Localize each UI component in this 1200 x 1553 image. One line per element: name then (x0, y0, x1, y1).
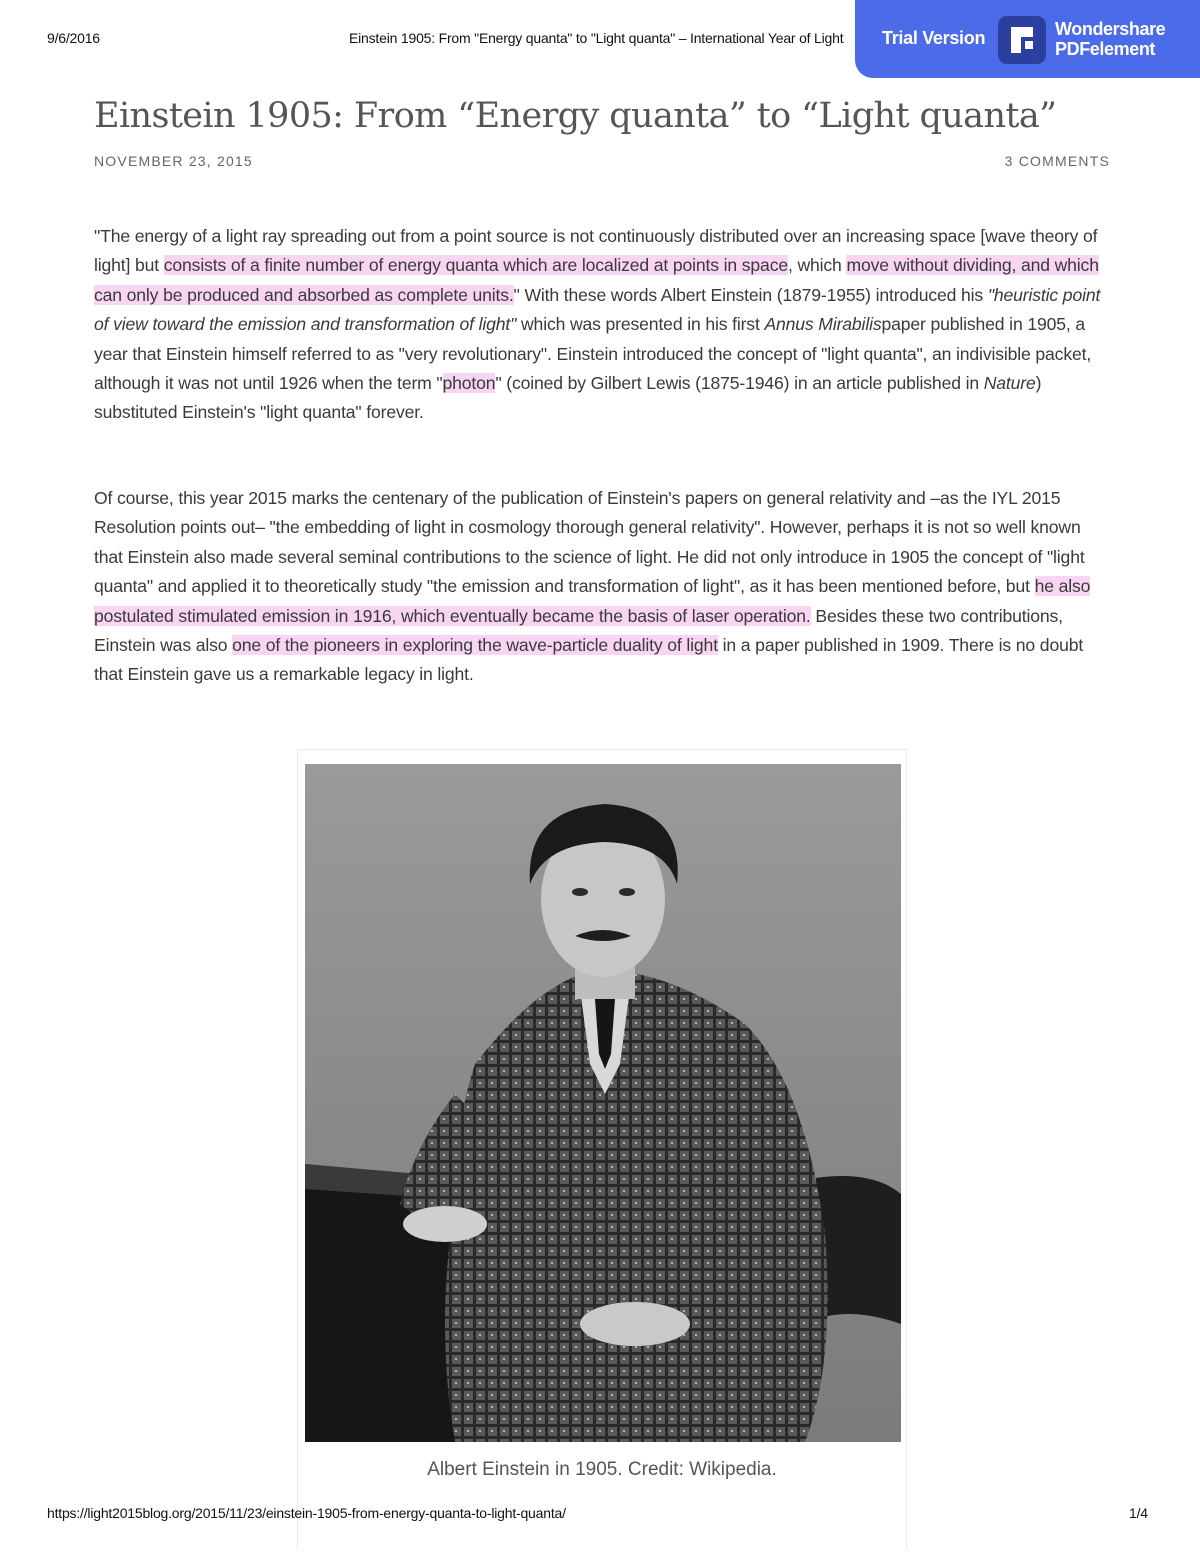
p1-text-1: "The energy of a light ray spreading out from a point source is not continuously distributed over an increasing space [wave theory of light] but (94, 226, 1098, 276)
brand-line-2: PDFelement (1055, 39, 1156, 59)
print-footer-url: https://light2015blog.org/2015/11/23/einstein-1905-from-energy-quanta-to-light-quanta/ (47, 1505, 566, 1521)
p1-italic-2: Annus Mirabilis (764, 314, 882, 335)
trial-version-banner[interactable] (855, 0, 1200, 78)
p1-highlight-1: consists of a finite number of energy quanta which are localized at points in space (163, 255, 788, 276)
pdfelement-logo-icon (998, 16, 1046, 64)
p1-highlight-photon: photon (442, 373, 496, 394)
p1-italic-nature: Nature (983, 373, 1036, 394)
p2-text-2: Besides these two contributions, Einstein was also (94, 605, 1063, 656)
article-title: Einstein 1905: From “Energy quanta” to “Light quanta” (94, 96, 1057, 136)
p1-text-4: which was presented in his first (516, 314, 765, 335)
article-paragraph-2 (94, 484, 1109, 690)
article-paragraph-1 (94, 222, 1109, 428)
comments-link[interactable]: 3 COMMENTS (1004, 153, 1110, 169)
article-figure (297, 749, 907, 1549)
brand-name (1055, 19, 1165, 59)
p2-highlight-2: one of the pioneers in exploring the wave-particle duality of light (232, 635, 718, 656)
p1-text-3: " With these words Albert Einstein (1879-1955) introduced his (513, 284, 988, 305)
einstein-portrait-photo (305, 764, 901, 1442)
article-date[interactable]: NOVEMBER 23, 2015 (94, 153, 253, 169)
p2-text-1: Of course, this year 2015 marks the centenary of the publication of Einstein's papers on general relativity and –as the IYL 2015 Resolution points out– "the embedding of light in cosmology thorough general relativity". However, perhaps it is not so well known that Einstein also made several seminal contributions to the science of light. He did not only introduce in 1905 the concept of "light quanta" and applied it to theoretically study "the emission and transformation of light", as it has been mentioned before, but (94, 488, 1085, 597)
print-header-date: 9/6/2016 (47, 30, 100, 46)
brand-line-1: Wondershare (1055, 19, 1166, 39)
p2-text-3: in a paper published in 1909. There is no doubt that Einstein gave us a remarkable legacy in light. (94, 635, 1084, 685)
p1-text-5: paper published in 1905, a year that Einstein himself referred to as "very revolutionary". Einstein introduced the concept of "light quanta", an indivisible packet, although it was not until 1926 when the term " (94, 314, 1092, 394)
p1-highlight-2: move without dividing, and which can only be produced and absorbed as complete units. (94, 255, 1099, 305)
print-header-title: Einstein 1905: From "Energy quanta" to "Light quanta" – International Year of Light (349, 30, 844, 46)
print-footer-page-number: 1/4 (1129, 1505, 1148, 1521)
p1-text-6: " (coined by Gilbert Lewis (1875-1946) in an article published in (495, 373, 984, 394)
p1-text-2: , which (787, 255, 847, 276)
figure-caption: Albert Einstein in 1905. Credit: Wikipedia. (427, 1459, 777, 1480)
p1-text-7: ) substituted Einstein's "light quanta" forever. (94, 373, 1042, 423)
trial-version-label: Trial Version (882, 28, 986, 48)
p2-highlight-1: he also postulated stimulated emission in 1916, which eventually became the basis of laser operation. (94, 576, 1091, 626)
p1-italic-1: "heuristic point of view toward the emission and transformation of light" (94, 284, 1101, 335)
